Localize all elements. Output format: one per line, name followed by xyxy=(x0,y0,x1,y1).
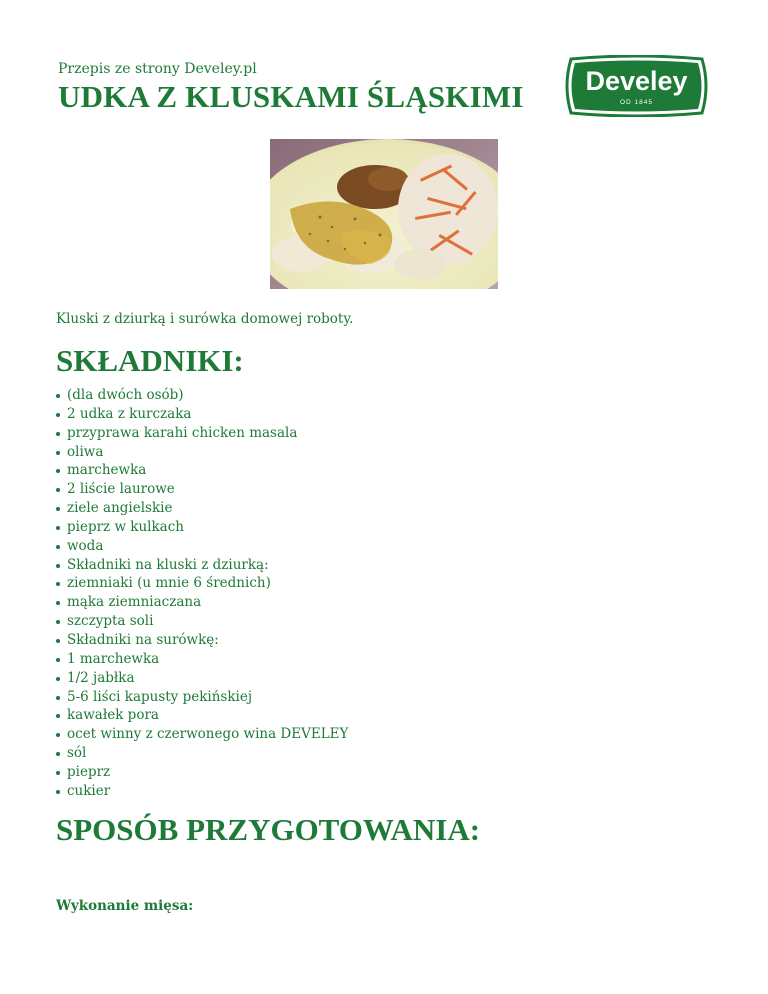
list-item: 2 udka z kurczaka xyxy=(56,405,348,424)
list-item: Składniki na kluski z dziurką: xyxy=(56,556,348,575)
list-item: 2 liście laurowe xyxy=(56,480,348,499)
list-item: przyprawa karahi chicken masala xyxy=(56,424,348,443)
ingredients-list xyxy=(56,386,348,801)
list-item: Składniki na surówkę: xyxy=(56,631,348,650)
list-item: 5-6 liści kapusty pekińskiej xyxy=(56,688,348,707)
list-item: ziemniaki (u mnie 6 średnich) xyxy=(56,574,348,593)
list-item: 1/2 jabłka xyxy=(56,669,348,688)
list-item: marchewka xyxy=(56,461,348,480)
preparation-subheading: Wykonanie mięsa: xyxy=(56,898,194,914)
list-item: 1 marchewka xyxy=(56,650,348,669)
logo-brand: Develey xyxy=(585,66,688,96)
list-item: oliwa xyxy=(56,443,348,462)
list-item: mąka ziemniaczana xyxy=(56,593,348,612)
ingredients-heading: SKŁADNIKI: xyxy=(56,343,244,378)
develey-logo xyxy=(563,55,710,117)
list-item: sól xyxy=(56,744,348,763)
logo-tagline: OD 1845 xyxy=(619,99,654,106)
list-item: pieprz xyxy=(56,763,348,782)
recipe-title: UDKA Z KLUSKAMI ŚLĄSKIMI xyxy=(58,79,524,114)
list-item: woda xyxy=(56,537,348,556)
recipe-intro: Kluski z dziurką i surówka domowej roboty. xyxy=(56,311,354,327)
list-item: ziele angielskie xyxy=(56,499,348,518)
list-item: ocet winny z czerwonego wina DEVELEY xyxy=(56,725,348,744)
list-item: cukier xyxy=(56,782,348,801)
dish-photo xyxy=(270,139,498,289)
list-item: pieprz w kulkach xyxy=(56,518,348,537)
list-item: (dla dwóch osób) xyxy=(56,386,348,405)
list-item: szczypta soli xyxy=(56,612,348,631)
source-line: Przepis ze strony Develey.pl xyxy=(58,61,257,77)
list-item: kawałek pora xyxy=(56,706,348,725)
preparation-heading: SPOSÓB PRZYGOTOWANIA: xyxy=(56,812,481,847)
